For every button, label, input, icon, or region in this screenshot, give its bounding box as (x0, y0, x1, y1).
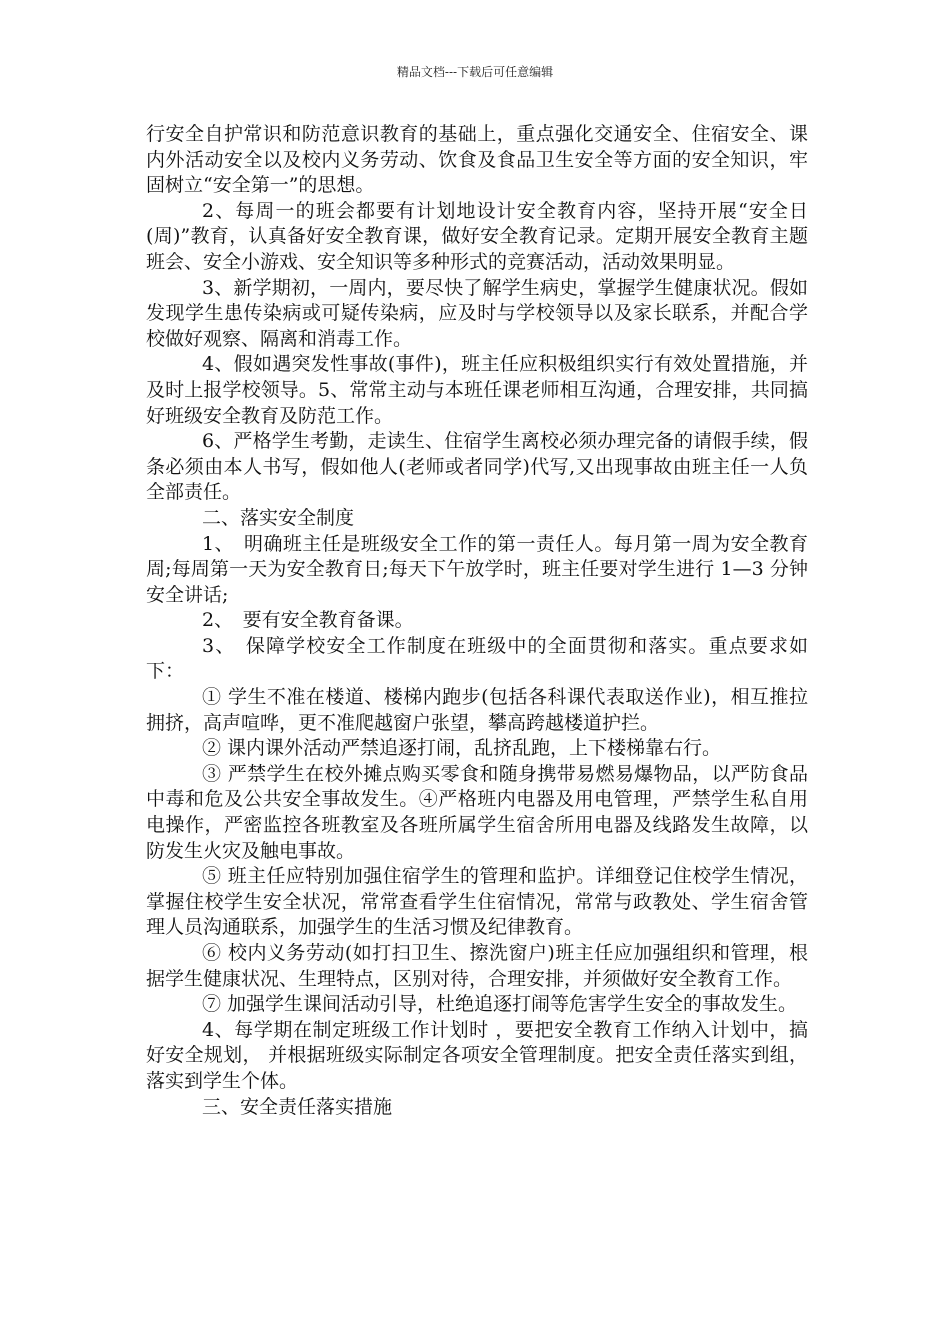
list-item: ① 学生不准在楼道、楼梯内跑步(包括各科课代表取送作业)，相互推拉拥挤，高声喧哗，更不准爬越窗户张望，攀高跨越楼道护拦。 (146, 686, 808, 734)
list-item: ③ 严禁学生在校外摊点购买零食和随身携带易燃易爆物品，以严防食品中毒和危及公共安全事故发生。④严格班内电器及用电管理，严禁学生私自用电操作，严密监控各班教室及各班所属学生宿舍所用电器及线路发生故障，以防发生火灾及触电事故。 (146, 762, 808, 862)
section-heading: 三、安全责任落实措施 (202, 1095, 393, 1118)
list-item: ⑤ 班主任应特别加强住宿学生的管理和监护。详细登记住校学生情况，掌握住校学生安全状况，常常查看学生住宿情况，常常与政教处、学生宿舍管理人员沟通联系，加强学生的生活习惯及纪律教育。 (146, 865, 808, 939)
paragraph: 2、 要有安全教育备课。 (202, 609, 414, 632)
list-item: ⑦ 加强学生课间活动引导，杜绝追逐打闹等危害学生安全的事故发生。 (202, 993, 798, 1016)
document-body (146, 122, 808, 1120)
section-heading: 二、落实安全制度 (202, 506, 355, 529)
paragraph: 1、 明确班主任是班级安全工作的第一责任人。每月第一周为安全教育周;每周第一天为安全教育日;每天下午放学时，班主任要对学生进行 1—3 分钟安全讲话; (146, 532, 808, 606)
paragraph: 2、每周一的班会都要有计划地设计安全教育内容，坚持开展“安全日(周)”教育，认真备好安全教育课，做好安全教育记录。定期开展安全教育主题班会、安全小游戏、安全知识等多种形式的竞赛活动，活动效果明显。 (146, 199, 808, 273)
list-item: ⑥ 校内义务劳动(如打扫卫生、擦洗窗户)班主任应加强组织和管理，根据学生健康状况、生理特点，区别对待，合理安排，并须做好安全教育工作。 (146, 942, 808, 990)
list-item: ② 课内课外活动严禁追逐打闹，乱挤乱跑，上下楼梯靠右行。 (202, 737, 722, 760)
paragraph: 4、每学期在制定班级工作计划时 ，要把安全教育工作纳入计划中，搞好安全规划， 并根据班级实际制定各项安全管理制度。把安全责任落实到组，落实到学生个体。 (146, 1018, 808, 1092)
page-header: 精品文档---下载后可任意编辑 (396, 65, 554, 79)
paragraph: 行安全自护常识和防范意识教育的基础上，重点强化交通安全、住宿安全、课内外活动安全以及校内义务劳动、饮食及食品卫生安全等方面的安全知识，牢固树立“安全第一”的思想。 (146, 123, 808, 197)
paragraph: 4、假如遇突发性事故(事件)，班主任应积极组织实行有效处置措施，并及时上报学校领导。5、常常主动与本班任课老师相互沟通，合理安排，共同搞好班级安全教育及防范工作。 (146, 353, 808, 427)
paragraph: 3、 保障学校安全工作制度在班级中的全面贯彻和落实。重点要求如下： (146, 634, 808, 683)
paragraph: 3、新学期初，一周内，要尽快了解学生病史，掌握学生健康状况。假如发现学生患传染病或可疑传染病，应及时与学校领导以及家长联系，并配合学校做好观察、隔离和消毒工作。 (146, 276, 808, 350)
paragraph: 6、严格学生考勤，走读生、住宿学生离校必须办理完备的请假手续，假条必须由本人书写，假如他人(老师或者同学)代写,又出现事故由班主任一人负全部责任。 (146, 430, 808, 504)
